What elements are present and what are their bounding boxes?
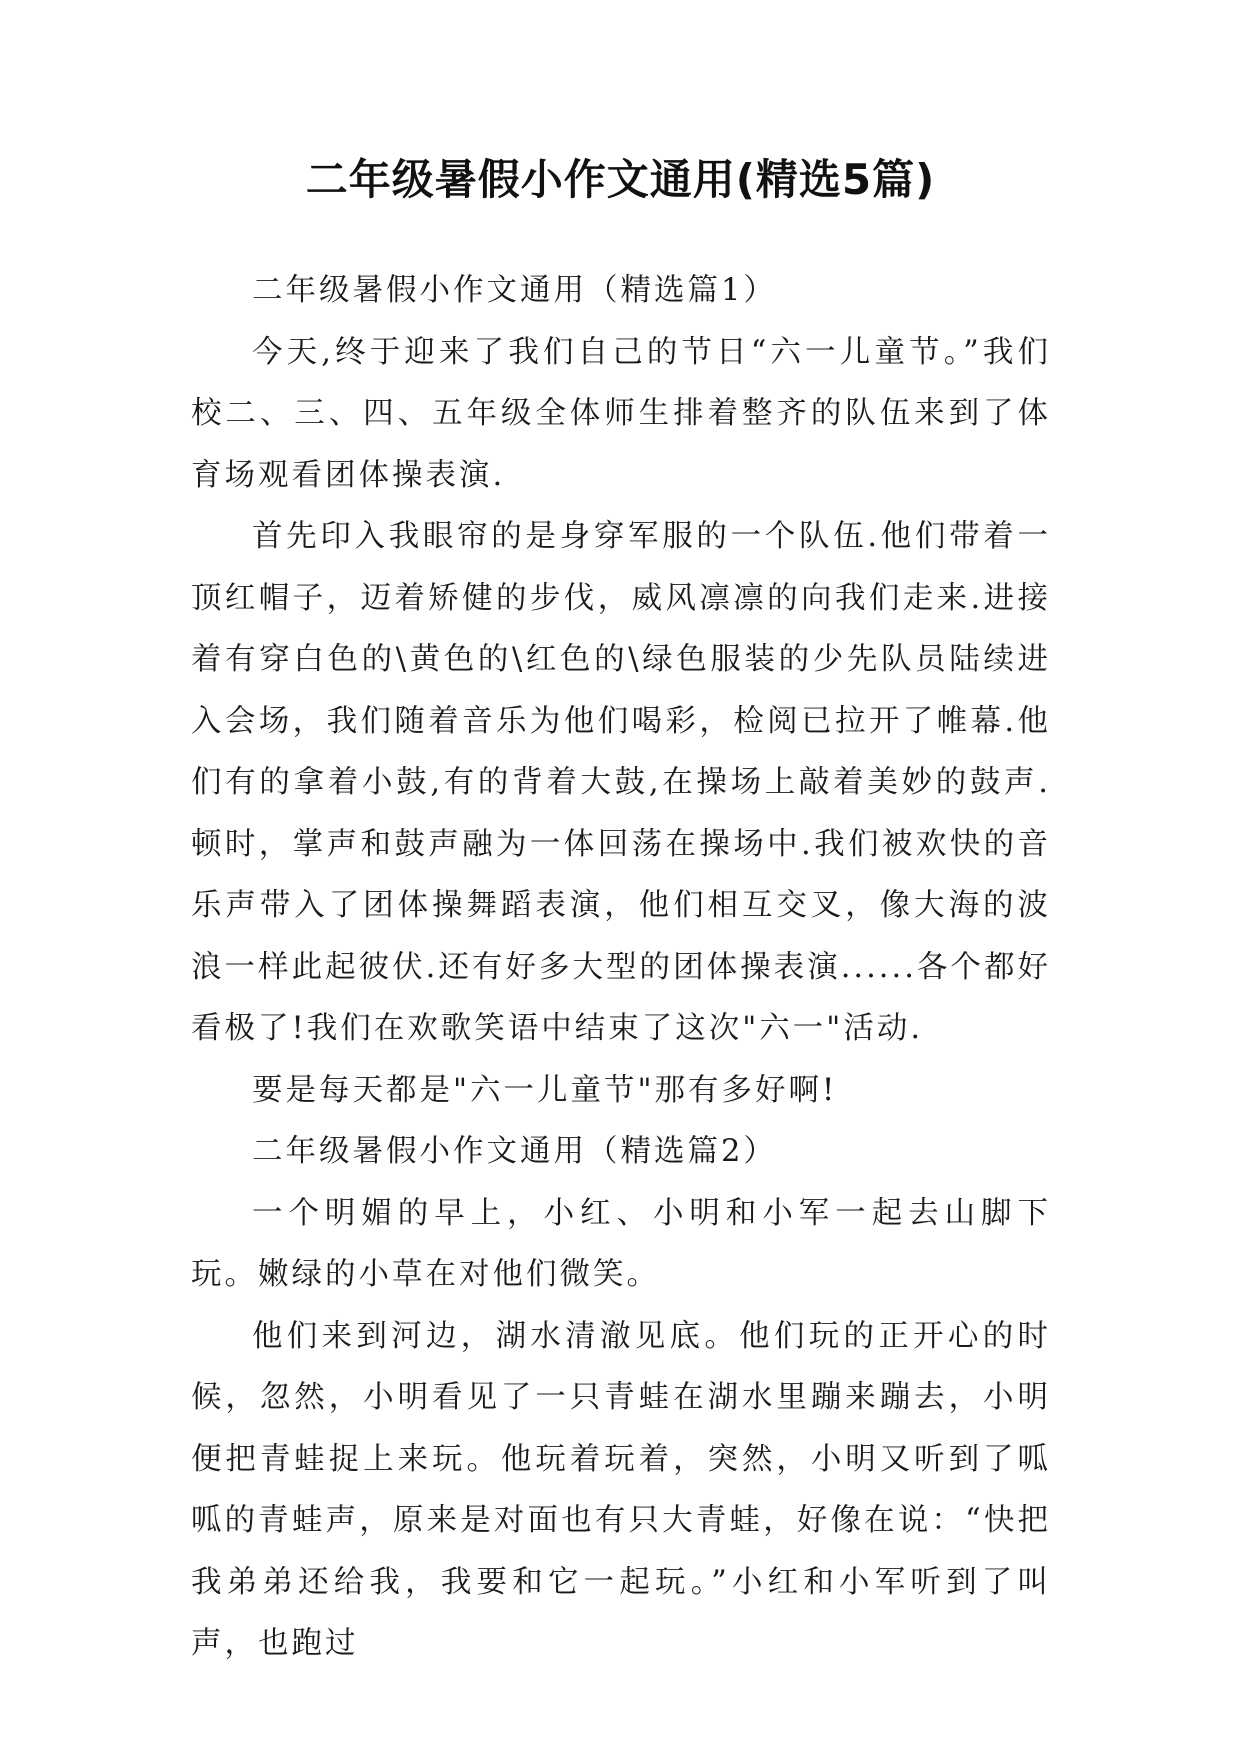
section-heading-2: 二年级暑假小作文通用（精选篇2） <box>252 1134 777 1169</box>
paragraph: 首先印入我眼帘的是身穿军服的一个队伍.他们带着一顶红帽子，迈着矫健的步伐，威风凛凛的向我们走来.进接着有穿白色的\黄色的\红色的\绿色服装的少先队员陆续进入会场，我们随着音乐为他们喝彩，检阅已拉开了帷幕.他们有的拿着小鼓,有的背着大鼓,在操场上敲着美妙的鼓声.顿时，掌声和鼓声融为一体回荡在操场中.我们被欢快的音乐声带入了团体操舞蹈表演，他们相互交叉，像大海的波浪一样此起彼伏.还有好多大型的团体操表演......各个都好看极了!我们在欢歌笑语中结束了这次"六一"活动. <box>191 519 1051 1046</box>
section-heading-1: 二年级暑假小作文通用（精选篇1） <box>252 273 777 308</box>
document-title: 二年级暑假小作文通用(精选5篇) <box>305 155 936 204</box>
document-body <box>191 260 1051 1675</box>
paragraph: 一个明媚的早上，小红、小明和小军一起去山脚下玩。嫩绿的小草在对他们微笑。 <box>191 1195 1051 1292</box>
paragraph: 他们来到河边，湖水清澈见底。他们玩的正开心的时候，忽然，小明看见了一只青蛙在湖水里蹦来蹦去，小明便把青蛙捉上来玩。他玩着玩着，突然，小明又听到了呱呱的青蛙声，原来是对面也有只大青蛙，好像在说：“快把我弟弟还给我，我要和它一起玩。”小红和小军听到了叫声，也跑过 <box>191 1318 1051 1661</box>
paragraph: 要是每天都是"六一儿童节"那有多好啊! <box>252 1072 838 1108</box>
paragraph: 今天,终于迎来了我们自己的节日“六一儿童节。”我们校二、三、四、五年级全体师生排着整齐的队伍来到了体育场观看团体操表演. <box>191 334 1051 493</box>
